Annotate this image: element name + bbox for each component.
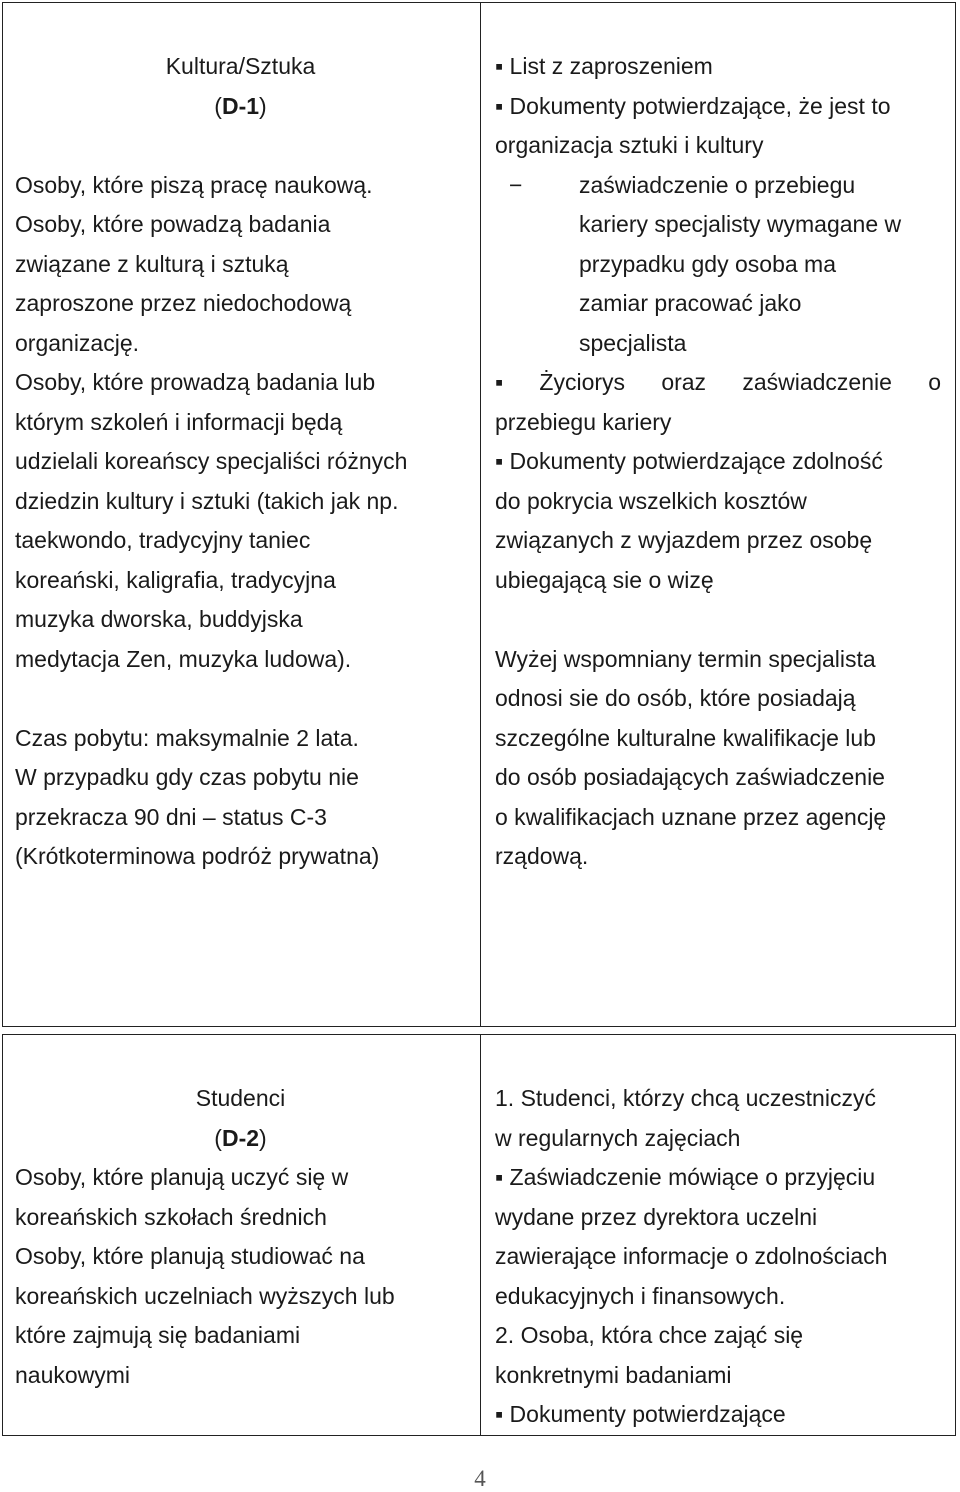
d1-note-line: do osób posiadających zaświadczenie [495,764,885,790]
d1-left-line: związane z kulturą i sztuką [15,250,289,277]
d2-right-line: zawierające informacje o zdolnościach [495,1243,888,1269]
d1-left-line: Osoby, które prowadzą badania lub [15,369,376,395]
d1-bullet-invitation: ▪ List z zaproszeniem [495,47,941,87]
d2-left-line: naukowymi [15,1361,131,1388]
d2-left-line: koreańskich szkołach średnich [15,1203,327,1230]
d2-right-line: 1. Studenci, którzy chcą uczestniczyć [495,1085,876,1111]
d1-left-line: dziedzin kultury i sztuki (takich jak np. [15,487,399,514]
d1-stay-line: przekracza 90 dni – status C-3 [15,803,327,830]
d1-dash-item-cont: kariery specjalisty wymagane w [579,211,902,237]
d2-right-cell [481,1035,956,1436]
visa-table-d2 [2,1034,956,1436]
d1-note-line: o kwalifikacjach uznane przez agencję [495,803,887,830]
d1-bullet-cv-cont: przebiegu kariery [495,408,672,435]
d2-right-line: konkretnymi badaniami [495,1361,732,1388]
visa-table-d1 [2,2,956,1027]
d1-left-line: Osoby, które powadzą badania [15,211,331,237]
d1-bullet-documents-cont: organizacja sztuki i kultury [495,132,764,158]
d2-title: Studenci [195,1085,286,1111]
d2-left-cell [3,1035,481,1436]
d1-left-line: którym szkoleń i informacji będą [15,408,343,435]
d2-right-line: w regularnych zajęciach [495,1124,741,1151]
d1-dash-item-cont: zamiar pracować jako [579,290,802,316]
d1-left-line: medytacja Zen, muzyka ludowa). [15,645,352,672]
dash-icon: − [509,171,523,198]
d2-left-line: które zajmują się badaniami [15,1322,301,1348]
d2-bullet-admission: ▪ Zaświadczenie mówiące o przyjęciu [495,1158,941,1198]
page-number: 4 [474,1466,486,1491]
d2-right-line: edukacyjnych i finansowych. [495,1282,786,1309]
d2-left-line: Osoby, które planują studiować na [15,1243,365,1269]
d1-left-line: zaproszone przez niedochodową [15,290,352,316]
d1-code: (D-1) [214,92,267,119]
d2-right-line: 2. Osoba, która chce zająć się [495,1322,804,1348]
d1-left-line: udzielali koreańscy specjaliści różnych [15,448,408,474]
d2-code: (D-2) [214,1124,267,1151]
d1-right-cell [481,3,956,1027]
d1-bullet-finance-cont: ubiegającą sie o wizę [495,566,714,593]
d2-left-line: koreańskich uczelniach wyższych lub [15,1282,395,1309]
d1-bullet-documents: ▪ Dokumenty potwierdzające, że jest to [495,87,941,127]
bullet-icon: ▪ [495,369,504,395]
d1-dash-item-cont: specjalista [579,329,687,356]
d1-title: Kultura/Sztuka [165,53,316,79]
d2-left-line: Osoby, które planują uczyć się w [15,1164,349,1190]
d2-right-line: wydane przez dyrektora uczelni [495,1203,818,1230]
d1-note-line: rządową. [495,843,589,869]
d1-stay-line: W przypadku gdy czas pobytu nie [15,764,359,790]
d1-bullet-finance: ▪ Dokumenty potwierdzające zdolność [495,442,941,482]
d1-note-line: odnosi sie do osób, które posiadają [495,685,856,711]
d1-note-line: szczególne kulturalne kwalifikacje lub [495,724,876,751]
d1-left-line: organizację. [15,329,140,356]
d1-left-line: muzyka dworska, buddyjska [15,606,303,632]
d1-left-line: taekwondo, tradycyjny taniec [15,527,311,553]
d1-bullet-finance-cont: do pokrycia wszelkich kosztów [495,487,807,514]
d1-left-line: Osoby, które piszą pracę naukową. [15,171,373,198]
d1-left-line: koreański, kaligrafia, tradycyjna [15,566,336,593]
d1-dash-item: − zaświadczenie o przebiegu [495,166,941,206]
d1-note-line: Wyżej wspomniany termin specjalista [495,645,876,672]
d1-stay-line: (Krótkoterminowa podróż prywatna) [15,843,380,869]
d1-dash-item-cont: przypadku gdy osoba ma [579,250,836,277]
d1-bullet-finance-cont: związanych z wyjazdem przez osobę [495,527,873,553]
d1-bullet-cv: ▪ Życiorys oraz zaświadczenie o [495,363,941,403]
d1-left-cell [3,3,481,1027]
d2-bullet-documents: ▪ Dokumenty potwierdzające [495,1395,941,1435]
d1-stay-line: Czas pobytu: maksymalnie 2 lata. [15,724,359,751]
